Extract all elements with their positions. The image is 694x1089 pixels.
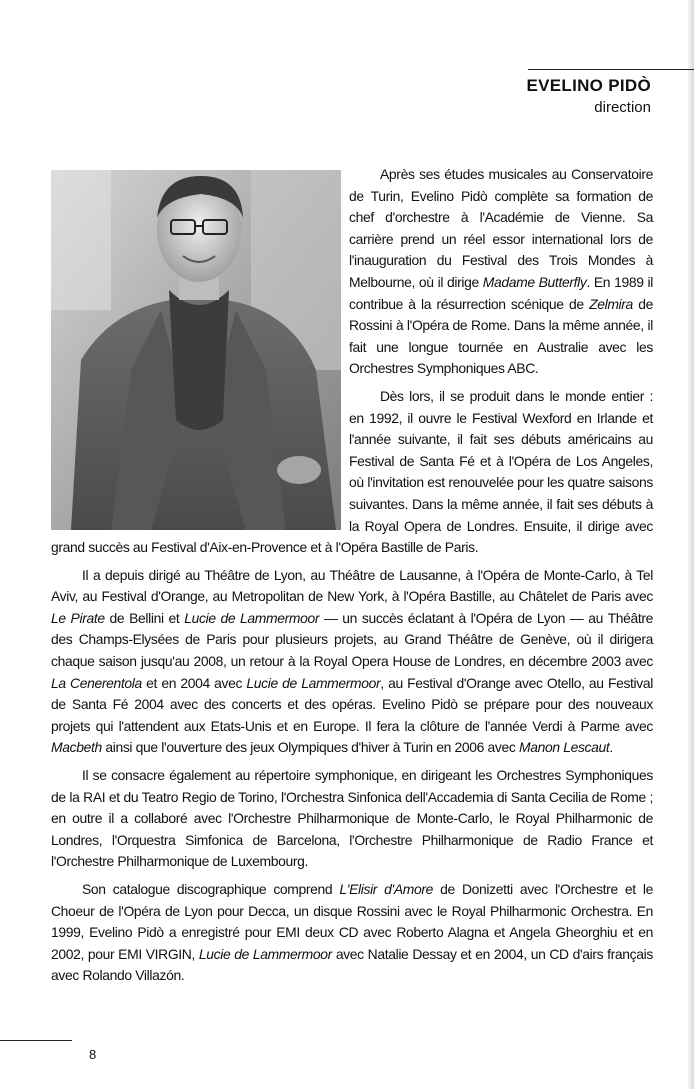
paragraph-5 — [51, 879, 653, 987]
biography-text — [51, 164, 653, 987]
text-run: Dès lors, il se produit dans le monde entier : en 1992, il ouvre le Festival Wexford en Irlande et l'année suivante, il fait ses débuts américains au Festival de Santa Fé et à l'Opéra de Los Angeles, où l'invitation est renouvelée pour les quatre saisons suivantes. Dans la même année, il fait ses débuts à la Royal Opera de Londres. Ensuite, il dirige avec grand succès au Festival d'Aix-en-Provence et à l'Opéra Bastille de Paris. — [51, 387, 653, 556]
header-rule — [528, 69, 694, 70]
conductor-role: direction — [594, 99, 651, 116]
text-run: de Bellini et — [104, 609, 185, 626]
italic-title: Lucie de Lammermoor — [198, 945, 332, 962]
text-run: . En 1989 il contribue à la résurrection scénique de — [349, 273, 653, 312]
text-run: ainsi que l'ouverture des jeux Olympiques d'hiver à Turin en 2006 avec — [101, 739, 519, 756]
italic-title: Le Pirate — [51, 609, 105, 626]
italic-title: Lucie de Lammermoor — [184, 609, 320, 626]
text-run: — un succès éclatant à l'Opéra de Lyon — au Théâtre des Champs-Elysées de Paris pour plusieurs projets, au Grand Théâtre de Genève, où il dirigera chaque saison jusqu'au 2008, un retour à la Royal Opera House de Londres, en décembre 2003 avec — [51, 609, 653, 670]
text-run: Il se consacre également au répertoire symphonique, en dirigeant les Orchestres Symphoniques de la RAI et du Teatro Regio de Torino, l'Orchestra Sinfonica dell'Accademia di Santa Cecilia de Rome ; en outre il a collaboré avec l'Orchestre Philharmonique de Monte-Carlo, le Royal Philharmonic de Londres, l'Orquestra Simfonica de Barcelona, l'Orchestre Philharmonique de Radio France et l'Orchestre Philharmonique de Luxembourg. — [51, 767, 653, 870]
paragraph-4 — [51, 765, 653, 873]
paragraph-3 — [51, 565, 653, 759]
italic-title: Manon Lescaut — [518, 739, 610, 756]
text-run: avec Natalie Dessay et en 2004, un CD d'airs français avec Rolando Villazón. — [51, 945, 653, 984]
text-run: de Donizetti avec l'Orchestre et le Choeur de l'Opéra de Lyon pour Decca, un disque Rossini avec le Royal Philharmonic Orchestra. En 1999, Evelino Pidò a enregistré pour EMI deux CD avec Roberto Alagna et Angela Gheorghiu et en 2002, pour EMI VIRGIN, — [51, 881, 653, 962]
text-run: Après ses études musicales au Conservatoire de Turin, Evelino Pidò complète sa formation de chef d'orchestre à l'Académie de Vienne. Sa carrière prend un réel essor international lors de l'inauguration du Festival des Trois Mondes à Melbourne, où il dirige — [349, 166, 653, 290]
italic-title: La Cenerentola — [51, 674, 142, 691]
page-edge-shadow — [688, 0, 694, 1089]
text-run: Son catalogue discographique comprend — [82, 881, 340, 897]
text-run: et en 2004 avec — [141, 674, 247, 691]
text-run: de Rossini à l'Opéra de Rome. Dans la même année, il fait une longue tournée en Australie avec les Orchestres Symphoniques ABC. — [349, 295, 654, 377]
italic-title: L'Elisir d'Amore — [339, 881, 434, 897]
footer-rule — [0, 1040, 72, 1041]
text-run: . — [609, 739, 613, 756]
italic-title: Zelmira — [589, 295, 633, 312]
italic-title: Madame Butterfly — [482, 273, 587, 290]
conductor-name: EVELINO PIDÒ — [526, 76, 651, 95]
text-run: Il a depuis dirigé au Théâtre de Lyon, au Théâtre de Lausanne, à l'Opéra de Monte-Carlo, à Tel Aviv, au Festival d'Orange, au Metropolitan de New York, à l'Opéra Bastille, au Châtelet de Paris avec — [51, 566, 653, 605]
page-number: 8 — [89, 1047, 97, 1062]
text-run: , au Festival d'Orange avec Otello, au Festival de Santa Fé 2004 avec des concerts et des opéras. Evelino Pidò se prépare pour des nouveaux projets qui l'attendent aux Etats-Unis et en Europe. Il fera la clôture de l'année Verdi à Parme avec — [51, 674, 653, 734]
italic-title: Lucie de Lammermoor — [246, 674, 381, 691]
photo-wrap-spacer — [51, 164, 349, 535]
italic-title: Macbeth — [51, 739, 102, 756]
